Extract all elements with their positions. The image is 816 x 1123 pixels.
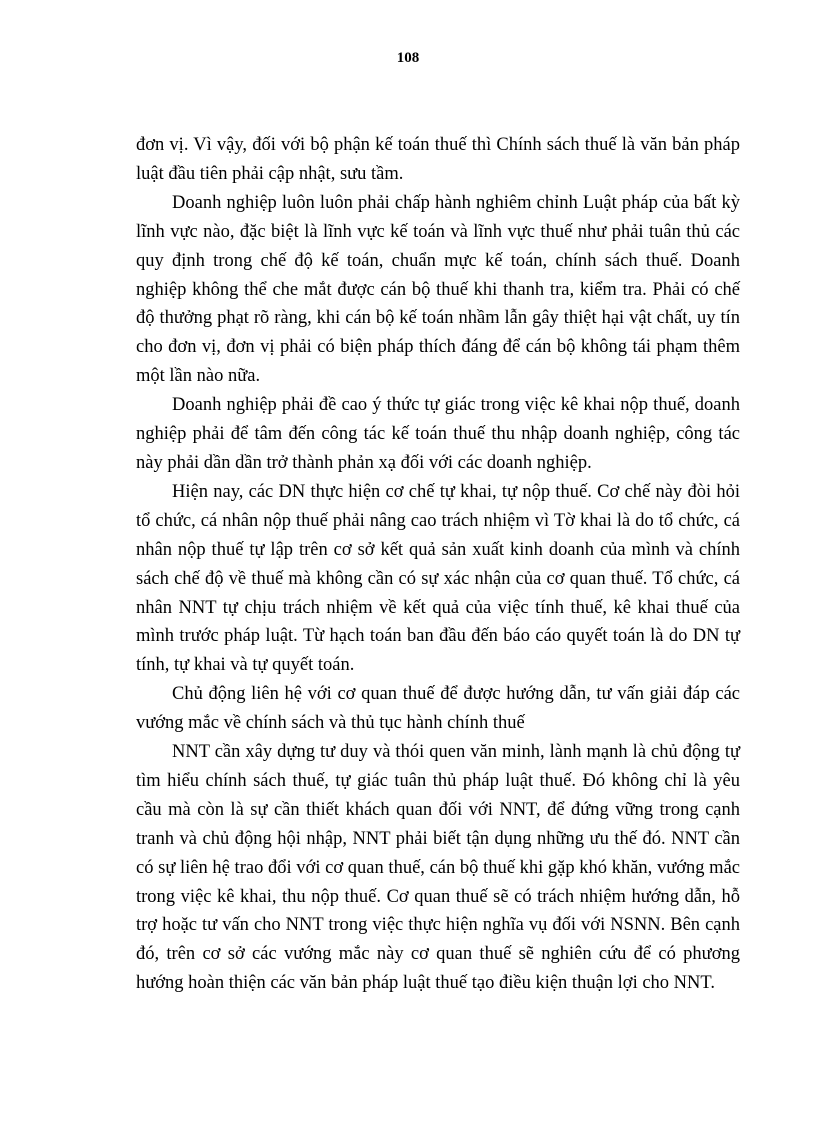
page-number: 108 [396, 50, 420, 66]
paragraph-continuation: đơn vị. Vì vậy, đối với bộ phận kế toán thuế thì Chính sách thuế là văn bản pháp luật đầu tiên phải cập nhật, sưu tầm. [136, 135, 740, 184]
document-body [136, 131, 740, 998]
paragraph-self-awareness: Doanh nghiệp phải đề cao ý thức tự giác trong việc kê khai nộp thuế, doanh nghiệp phải để tâm đến công tác kế toán thuế thu nhập doanh nghiệp, công tác này phải dần dần trở thành phản xạ đối với các doanh nghiệp. [136, 395, 740, 473]
paragraph-legal-compliance: Doanh nghiệp luôn luôn phải chấp hành nghiêm chỉnh Luật pháp của bất kỳ lĩnh vực nào, đặc biệt là lĩnh vực kế toán và lĩnh vực thuế như phải tuân thủ các quy định trong chế độ kế toán, chuẩn mực kế toán, chính sách thuế. Doanh nghiệp không thể che mắt được cán bộ thuế khi thanh tra, kiểm tra. Phải có chế độ thưởng phạt rõ ràng, khi cán bộ kế toán nhầm lẫn gây thiệt hại vật chất, uy tín cho đơn vị, đơn vị phải có biện pháp thích đáng để cán bộ không tái phạm thêm một lần nào nữa. [136, 192, 740, 387]
paragraph-contact-tax-authority: Chủ động liên hệ với cơ quan thuế để được hướng dẫn, tư vấn giải đáp các vướng mắc về chính sách và thủ tục hành chính thuế [136, 684, 740, 734]
paragraph-self-declaration: Hiện nay, các DN thực hiện cơ chế tự khai, tự nộp thuế. Cơ chế này đòi hỏi tổ chức, cá nhân nộp thuế phải nâng cao trách nhiệm vì Tờ khai là do tổ chức, cá nhân nộp thuế tự lập trên cơ sở kết quả sản xuất kinh doanh của mình và chính sách chế độ về thuế mà không cần có sự xác nhận của cơ quan thuế. Tổ chức, cá nhân NNT tự chịu trách nhiệm về kết quả của việc tính thuế, kê khai thuế của mình trước pháp luật. Từ hạch toán ban đầu đến báo cáo quyết toán là do DN tự tính, tự khai và tự quyết toán. [136, 481, 740, 676]
paragraph-taxpayer-mindset: NNT cần xây dựng tư duy và thói quen văn minh, lành mạnh là chủ động tự tìm hiểu chính sách thuế, tự giác tuân thủ pháp luật thuế. Đó không chỉ là yêu cầu mà còn là sự cần thiết khách quan đối với NNT, để đứng vững trong cạnh tranh và chủ động hội nhập, NNT phải biết tận dụng những ưu thế đó. NNT cần có sự liên hệ trao đổi với cơ quan thuế, cán bộ thuế khi gặp khó khăn, vướng mắc trong việc kê khai, thu nộp thuế. Cơ quan thuế sẽ có trách nhiệm hướng dẫn, hỗ trợ hoặc tư vấn cho NNT trong việc thực hiện nghĩa vụ đối với NSNN. Bên cạnh đó, trên cơ sở các vướng mắc này cơ quan thuế sẽ nghiên cứu để có phương hướng hoàn thiện các văn bản pháp luật thuế tạo điều kiện thuận lợi cho NNT. [136, 742, 740, 994]
